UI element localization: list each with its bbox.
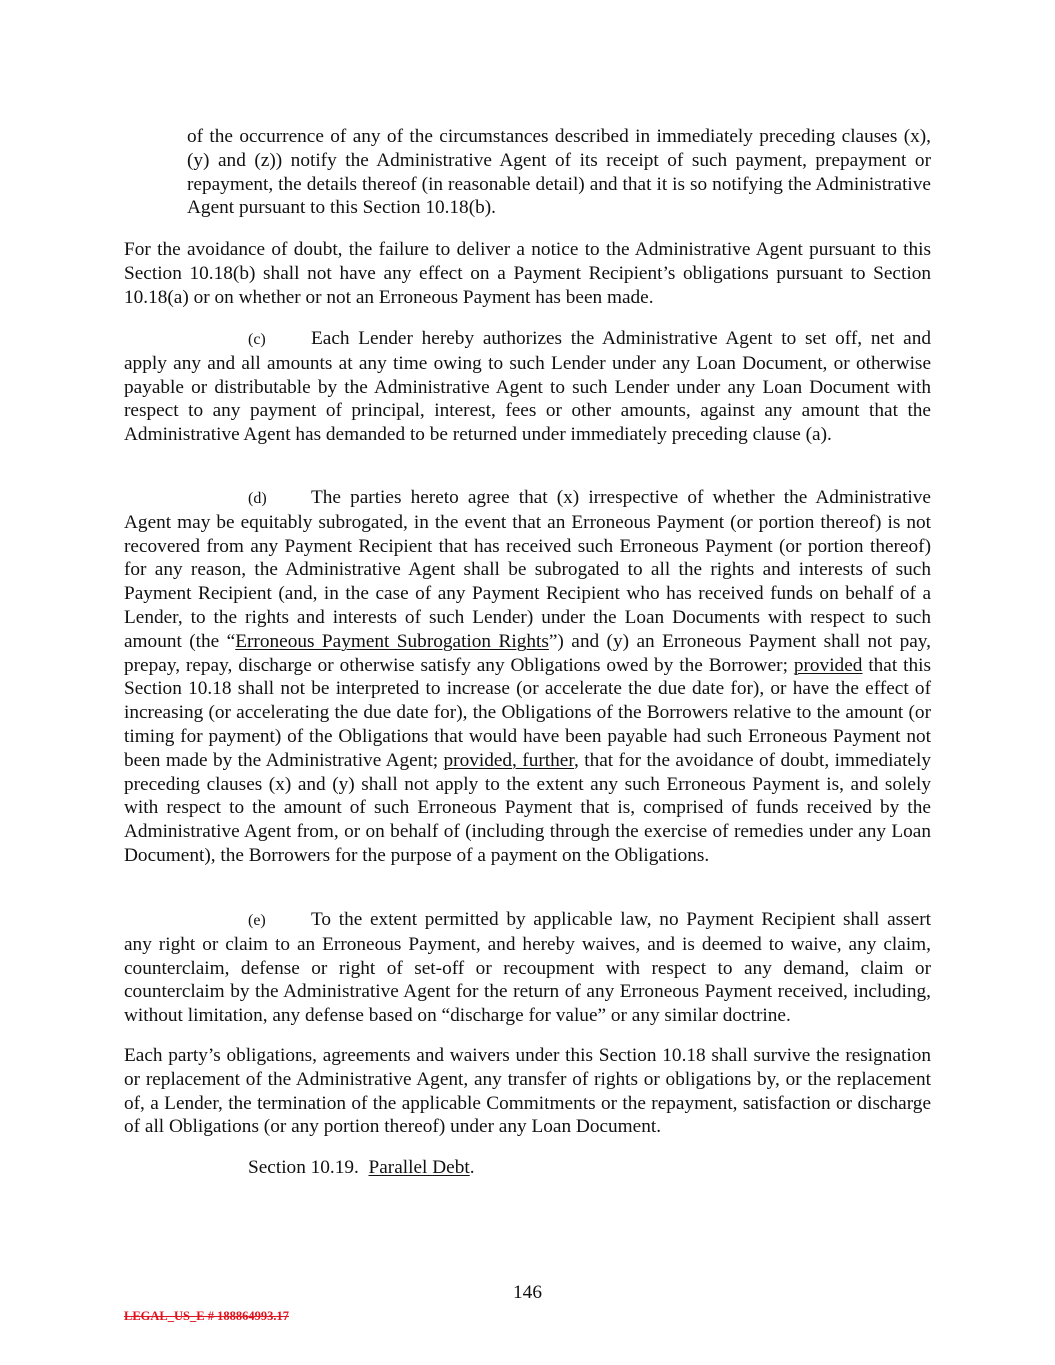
document-id-footer: LEGAL_US_E # 188864993.17 bbox=[124, 1309, 289, 1323]
clause-d-text-1: The parties hereto agree that (x) irrespective of whether the Administrative Agent may be equitably subrogated, in the event that an Erroneous Payment (or portion thereof) is not recovered from any Payment Recipient that has received such Erroneous Payment (or portion thereof) for any reason, the Administrative Agent shall be subrogated to all the rights and interests of such Payment Recipient (and, in the case of any Payment Recipient who has received funds on behalf of a Lender, to the rights and interests of such Lender) under the Loan Documents with respect to such amount (the “ bbox=[124, 487, 931, 652]
clause-c-text: Each Lender hereby authorizes the Administrative Agent to set off, net and apply any and all amounts at any time owing to such Lender under any Loan Document, or otherwise payable or distributable by the Administrative Agent to such Lender under any Loan Document with respect to any payment of principal, interest, fees or other amounts, against any amount that the Administrative Agent has demanded to be returned under immediately preceding clause (a). bbox=[124, 328, 931, 446]
clause-c-label: (c) bbox=[248, 331, 266, 348]
section-heading bbox=[248, 1156, 475, 1180]
continuation-paragraph: of the occurrence of any of the circumstances described in immediately preceding clauses (x), (y) and (z)) notify the Administrative Agent of its receipt of such payment, prepayment or repayment, the details thereof (in reasonable detail) and that it is so notifying the Administrative Agent pursuant to this Section 10.18(b). bbox=[187, 126, 931, 219]
clause-e-paragraph bbox=[124, 908, 931, 1028]
provided-term: provided bbox=[793, 654, 863, 676]
clause-d-text-2: ”) and (y) an Erroneous Payment shall not pay, prepay, repay, discharge or otherwise satisfy any Obligations owed by the Borrower; bbox=[124, 630, 931, 676]
section-title-period: . bbox=[469, 1157, 475, 1178]
clause-d-text-4: , that for the avoidance of doubt, immediately preceding clauses (x) and (y) shall not apply to the extent any such Erroneous Payment is, and solely with respect to the amount of such Erroneous Payment that is, comprised of funds received by the Administrative Agent from, or on behalf of (including through the exercise of remedies under any Loan Document), the Borrowers for the purpose of a payment on the Obligations. bbox=[124, 749, 931, 866]
avoidance-paragraph: For the avoidance of doubt, the failure to deliver a notice to the Administrative Agent pursuant to this Section 10.18(b) shall not have any effect on a Payment Recipient’s obligations pursuant to Section 10.18(a) or on whether or not an Erroneous Payment has been made. bbox=[124, 239, 931, 308]
page-number: 146 bbox=[513, 1282, 542, 1303]
clause-d-paragraph bbox=[124, 486, 931, 868]
clause-d-text-3: that this Section 10.18 shall not be interpreted to increase (or accelerate the due date for), or have the effect of increasing (or accelerating the due date for), the Obligations of the Borrowers relative to the amount (or timing for payment) of the Obligations that would have been payable had such Erroneous Payment not been made by the Administrative Agent; bbox=[124, 654, 931, 771]
clause-c-paragraph bbox=[124, 327, 931, 447]
defined-term-subrogation-rights: Erroneous Payment Subrogation Rights bbox=[235, 630, 549, 652]
clause-e-label: (e) bbox=[248, 912, 266, 929]
section-title: Parallel Debt bbox=[368, 1157, 470, 1178]
provided-further-term: provided, further bbox=[443, 749, 574, 771]
survival-paragraph: Each party’s obligations, agreements and waivers under this Section 10.18 shall survive the resignation or replacement of the Administrative Agent, any transfer of rights or obligations by, or the replacement of, a Lender, the termination of the applicable Commitments or the repayment, satisfaction or discharge of all Obligations (or any portion thereof) under any Loan Document. bbox=[124, 1045, 931, 1138]
clause-d-label: (d) bbox=[248, 490, 267, 507]
section-number: Section 10.19. bbox=[248, 1157, 359, 1178]
clause-e-text: To the extent permitted by applicable law, no Payment Recipient shall assert any right or claim to an Erroneous Payment, and hereby waives, and is deemed to waive, any claim, counterclaim, defense or right of set-off or recoupment with respect to any demand, claim or counterclaim by the Administrative Agent for the return of any Erroneous Payment received, including, without limitation, any defense based on “discharge for value” or any similar doctrine. bbox=[124, 909, 931, 1027]
